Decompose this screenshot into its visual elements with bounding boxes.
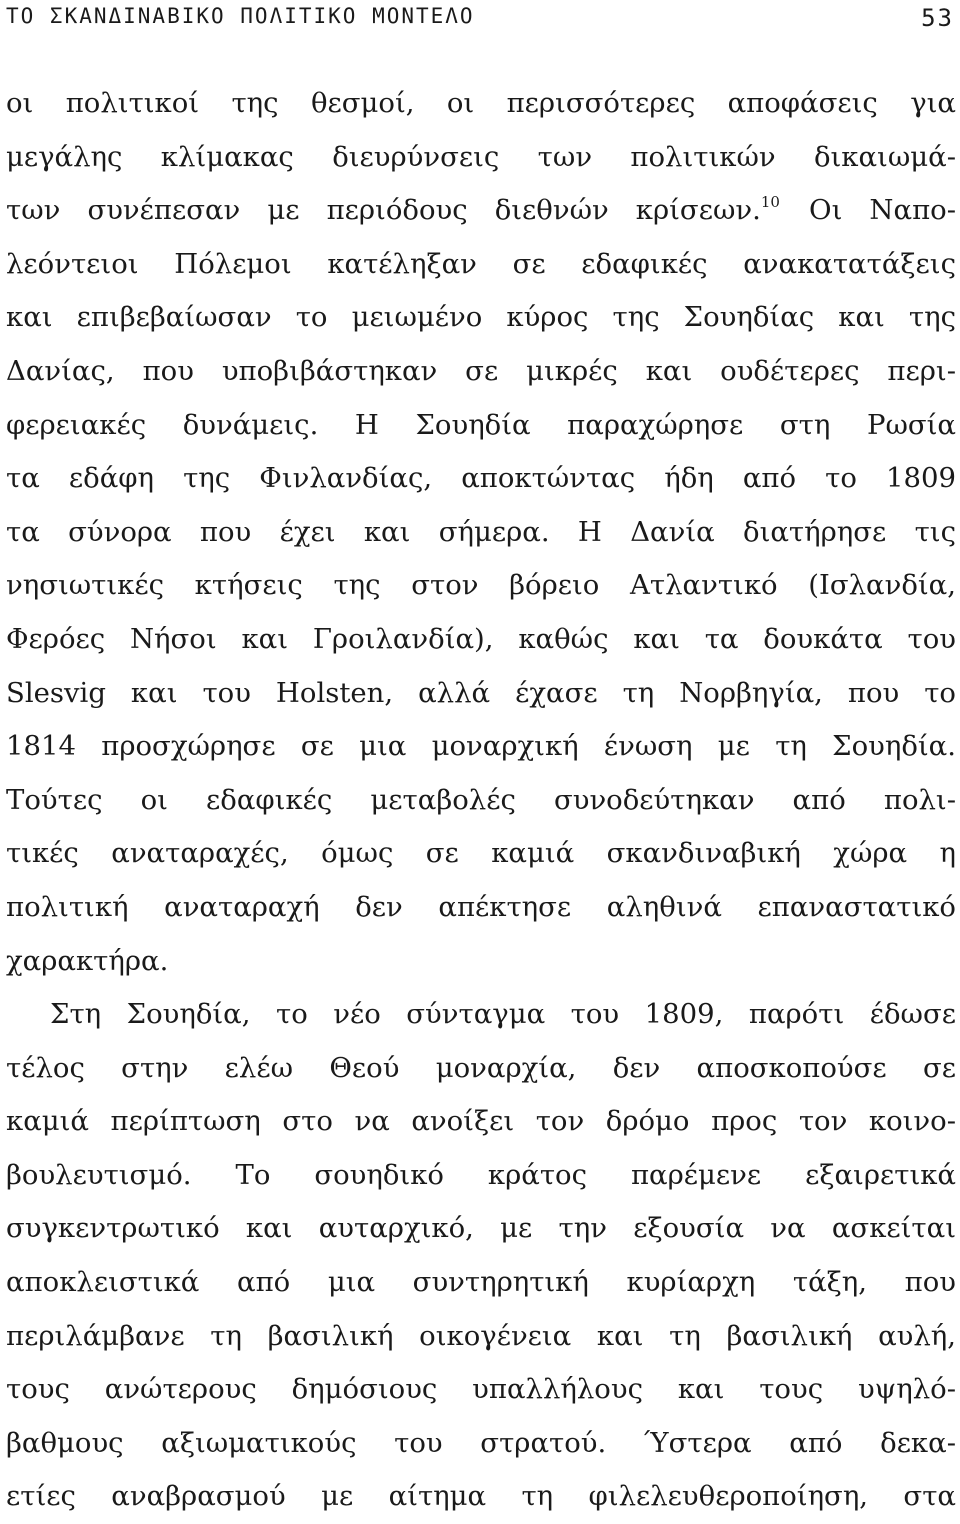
text-line: τέλος στην ελέω Θεού μοναρχία, δεν αποσκοπούσε σε: [6, 1051, 956, 1084]
text-line: Slesvig και του Holsten, αλλά έχασε τη Νορβηγία, που το: [6, 676, 956, 709]
body-text: [6, 77, 956, 1524]
text-line: και επιβεβαίωσαν το μειωμένο κύρος της Σουηδίας και της: [6, 301, 956, 334]
running-title: ΤΟ ΣΚΑΝΔΙΝΑΒΙΚΟ ΠΟΛΙΤΙΚΟ ΜΟΝΤΕΛΟ: [6, 4, 475, 28]
text-line: βαθμους αξιωματικούς του στρατού. Ύστερα από δεκα-: [6, 1426, 956, 1459]
text-line: τα εδάφη της Φινλανδίας, αποκτώντας ήδη από το 1809: [6, 462, 956, 495]
text-line: νησιωτικές κτήσεις της στον βόρειο Ατλαντικό (Ισλανδία,: [6, 569, 956, 602]
text-line: αποκλειστικά από μια συντηρητική κυρίαρχη τάξη, που: [6, 1266, 956, 1299]
text-line: οι πολιτικοί της θεσμοί, οι περισσότερες αποφάσεις για: [6, 87, 956, 119]
text-fragment: Οι Ναπο-: [781, 194, 956, 227]
text-line: καμιά περίπτωση στο να ανοίξει τον δρόμο προς τον κοινο-: [6, 1105, 956, 1138]
text-line: Φερόες Νήσοι και Γροιλανδία), καθώς και τα δουκάτα του: [6, 622, 956, 655]
text-line: τικές αναταραχές, όμως σε καμιά σκανδιναβική χώρα η: [6, 837, 956, 870]
text-line: πολιτική αναταραχή δεν απέκτησε αληθινά επαναστατικό: [6, 890, 956, 923]
text-line: συγκεντρωτικό και αυταρχικό, με την εξουσία να ασκείται: [6, 1212, 956, 1245]
text-line: περιλάμβανε τη βασιλική οικογένεια και τη βασιλική αυλή,: [6, 1319, 956, 1352]
footnote-marker[interactable]: 10: [760, 193, 780, 212]
page-number: 53: [921, 4, 954, 32]
running-header: [6, 4, 954, 34]
text-line: τους ανώτερους δημόσιους υπαλλήλους και τους υψηλό-: [6, 1373, 956, 1406]
text-line: λεόντειοι Πόλεμοι κατέληξαν σε εδαφικές ανακατατάξεις: [6, 247, 956, 280]
text-fragment: των συνέπεσαν με περιόδους διεθνών κρίσεων.: [6, 194, 761, 227]
text-line: μεγάλης κλίμακας διευρύνσεις των πολιτικών δικαιωμά-: [6, 140, 956, 173]
text-line: φερειακές δυνάμεις. Η Σουηδία παραχώρησε στη Ρωσία: [6, 408, 956, 441]
text-line: τα σύνορα που έχει και σήμερα. Η Δανία διατήρησε τις: [6, 515, 956, 548]
paragraph-first-line: Στη Σουηδία, το νέο σύνταγμα του 1809, παρότι έδωσε: [50, 998, 956, 1031]
text-line: βουλευτισμό. Το σουηδικό κράτος παρέμενε εξαιρετικά: [6, 1158, 956, 1191]
text-line: ετίες αναβρασμού με αίτημα τη φιλελευθεροποίηση, στα: [6, 1480, 956, 1513]
text-line: Τούτες οι εδαφικές μεταβολές συνοδεύτηκαν από πολι-: [6, 783, 956, 816]
text-line: Δανίας, που υποβιβάστηκαν σε μικρές και ουδέτερες περι-: [6, 354, 956, 387]
text-line: [6, 184, 956, 238]
paragraph-last-line: χαρακτήρα.: [6, 944, 169, 977]
text-line: 1814 προσχώρησε σε μια μοναρχική ένωση με τη Σουηδία.: [6, 730, 956, 763]
